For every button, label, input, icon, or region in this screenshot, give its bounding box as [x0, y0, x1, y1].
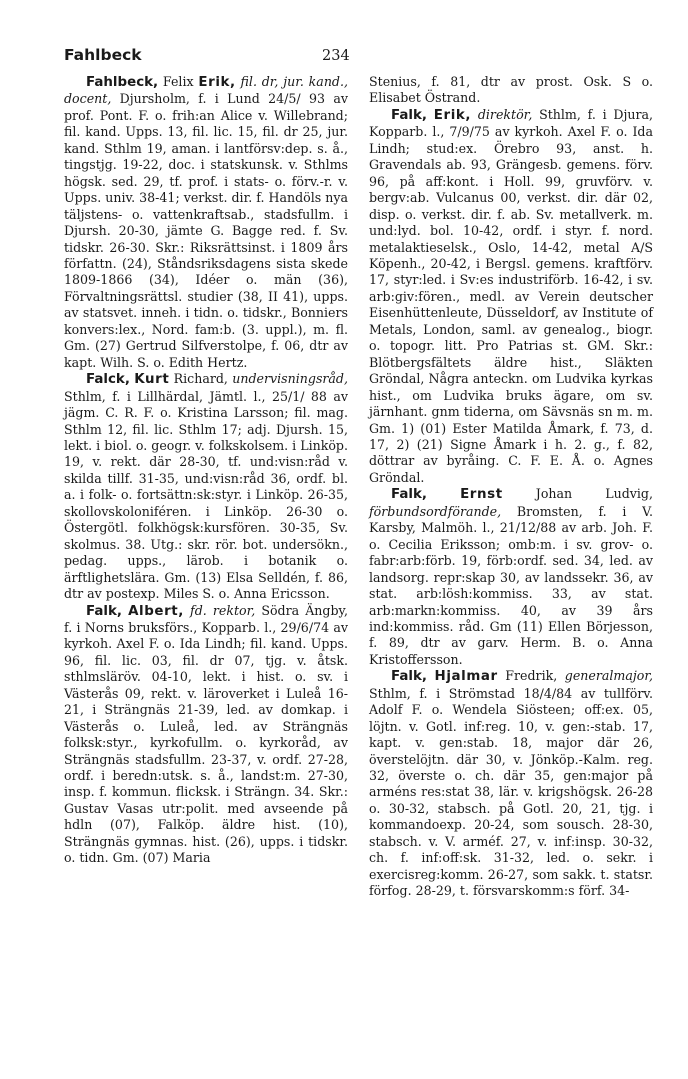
- entry-continuation: [369, 74, 653, 107]
- entry-given: Felix: [158, 74, 199, 89]
- entry-given-bold: Erik,: [433, 107, 472, 123]
- entry-text: Sthlm, f. i Strömstad 18/4/84 av tullförv. Adolf F. o. Wendela Siösteen; off:ex. 05, löjtn. v. Gotl. inf:reg. 10, v. gen:-stab. 17, kapt. v. gen:stab. 18, major där 26, överstelöjtn. där 30, v. Jönköp.-Kalm. reg. 32, överste o. ch. där 35, gen:major på arméns res:stat 38, lär. v. krigshögsk. 26-28 o. 30-32, stabsch. på Gotl. 20, 21, tjg. i kommandoexp. 20-24, som sousch. 28-30, stabsch. v. V. arméf. 27, v. inf:insp. 30-32, ch. f. inf:off:sk. 31-32, led. o. sekr. i exercisreg:komm. 26-27, som sakk. t. statsr. förfog. 28-29, t. försvarskomm:s förf. 34-: [369, 685, 653, 899]
- entry-fahlbeck: [64, 74, 348, 371]
- entry-title: förbundsordförande,: [369, 503, 502, 519]
- entry-given: [427, 107, 434, 122]
- entry-title-prefix: Richard,: [169, 371, 233, 387]
- entry-title: fil. dr, jur. kand., docent,: [64, 74, 348, 107]
- entry-surname: Falck,: [86, 372, 130, 388]
- entry-text: Bromsten, f. i V. Karsby, Malmöh. l., 21/12/88 av arb. Joh. F. o. Cecilia Eriksson; omb:m. i sv. grov- o. fabr:arb:förb. 19, förb:ordf. sed. 34, led. av landsorg. repr:skap 30, av landssekr. 36, av stat. arb:lösh:kommiss. 33, av stat. arb:markn:kommiss. 40, av 39 års ind:kommiss. råd. Gm (11) Ellen Börjesson, f. 89, dtr av garv. Herm. B. o. Anna Kristoffersson.: [369, 503, 653, 667]
- entry-falk-ernst: [369, 486, 653, 668]
- entry-falk-erik: [369, 107, 653, 486]
- entry-surname: Falk,: [391, 107, 427, 123]
- entry-surname: Falk,: [86, 603, 122, 619]
- entry-surname: Falk,: [391, 669, 427, 685]
- entry-text: Sthlm, f. i Djura, Kopparb. l., 7/9/75 av kyrkoh. Axel F. o. Ida Lindh; stud:ex. Örebro 93, anst. h. Gravendals ab. 93, Grängesb. gemens. förv. 96, på aff:kont. i Holl. 99, gruvförv. v. bergv:ab. Vulcanus 00, verkst. dir. där 02, disp. o. verkst. dir. f. ab. Sv. metallverk. m. und:lyd. bol. 10-42, ordf. i styr. f. nord. metalaktieselsk., Oslo, 14-42, metal A/S Köpenh., 20-42, i Bergsl. gemens. kraftförv. 17, styr:led. i Sv:es industriförb. 16-42, i sv. arb:giv:fören., medl. av Verein deutscher Eisenhüttenleute, Düsseldorf, av Institute of Metals, London, saml. av genealog., biogr. o. topogr. litt. Pro Patrias st. GM. Skr.: Blötbergsfältets äldre hist., Släkten Gröndal, Några anteckn. om Ludvika kyrkas hist., om Ludvika bruks ägare, om sv. järnhant. gnm tiderna, om Sävsnäs sn m. m. Gm. 1) (01) Ester Matilda Åmark, f. 73, d. 17, 2) (21) Signe Åmark i h. 2. g., f. 82, döttrar av byråing. C. F. E. Å. o. Agnes Gröndal.: [369, 106, 653, 485]
- left-column: [64, 74, 348, 867]
- page-number: 234: [322, 48, 350, 64]
- entry-surname: Falk,: [391, 487, 427, 503]
- entry-title: direktör,: [471, 106, 533, 122]
- entry-given: [427, 486, 460, 501]
- entry-title-prefix: Johan Ludvig,: [502, 486, 653, 502]
- entry-given-bold: Erik,: [198, 75, 236, 90]
- entry-falck-kurt: [64, 371, 348, 602]
- running-head: Fahlbeck: [64, 46, 142, 64]
- entry-title: undervisningsråd,: [232, 371, 348, 387]
- entry-surname: Fahlbeck,: [86, 75, 159, 90]
- entry-title-prefix: Fredrik,: [497, 668, 565, 684]
- entry-given-bold: Kurt: [134, 372, 170, 388]
- entry-title: fd. rektor,: [183, 602, 256, 618]
- entry-falk-albert: [64, 603, 348, 867]
- entry-given: [427, 668, 435, 683]
- entry-given-bold: Albert,: [128, 603, 184, 619]
- entry-given-bold: Ernst: [460, 487, 503, 503]
- entry-title: generalmajor,: [564, 668, 653, 684]
- right-column: [369, 74, 653, 900]
- entry-text: Södra Ängby, f. i Norns bruksförs., Kopparb. l., 29/6/74 av kyrkoh. Axel F. o. Ida Lindh; fil. kand. Upps. 96, fil. lic. 03, fil. dr 07, tjg. v. åtsk. sthlmsläröv. 04-10, lekt. i hist. o. sv. i Västerås 09, rekt. v. läroverket i Luleå 16-21, i Strängnäs 21-39, led. av domkap. i Västerås o. Luleå, led. av Strängnäs folksk:styr., kyrkofullm. o. kyrkoråd, av Strängnäs stadsfullm. 23-37, v. ordf. 27-28, ordf. i beredn:utsk. s. å., landst:m. 27-30, insp. f. kommun. flicksk. i Strängn. 34. Skr.: Gustav Vasas utr:polit. med avseende på hdln (07), Falköp. äldre hist. (10), Strängnäs gymnas. hist. (26), upps. i tidskr. o. tidn. Gm. (07) Maria: [64, 602, 348, 866]
- entry-given-bold: Hjalmar: [434, 669, 498, 685]
- entry-text: Djursholm, f. i Lund 24/5/ 93 av prof. Pont. F. o. frih:an Alice v. Willebrand; fil. kand. Upps. 13, fil. lic. 15, fil. dr 25, jur. kand. Sthlm 19, aman. i lantförsv:dep. s. å., tingstjg. 19-22, doc. i statskunsk. v. Sthlms högsk. sed. 29, tf. prof. i stats- o. förv.-r. v. Upps. univ. 38-41; verkst. dir. f. Handöls nya täljstens- o. vattenkraftsab., stadsfullm. i Djursh. 20-30, jämte G. Bagge red. f. Sv. tidskr. 26-30. Skr.: Riksrättsinst. i 1809 års författn. (24), Ståndsriksdagens sista skede 1809-1866 (34), Idéer o. män (36), Förvaltningsrättsl. studier (38, II 41), upps. av statsvet. inneh. i tidn. o. tidskr., Bonniers konvers:lex., Nord. fam:b. (3. uppl.), m. fl. Gm. (27) Gertrud Silfverstolpe, f. 06, dtr av kapt. Wilh. S. o. Edith Hertz.: [64, 91, 348, 370]
- entry-falk-hjalmar: [369, 668, 653, 899]
- continuation-text: Stenius, f. 81, dtr av prost. Osk. S o. Elisabet Östrand.: [369, 74, 653, 106]
- entry-text: Sthlm, f. i Lillhärdal, Jämtl. l., 25/1/ 88 av jägm. C. R. F. o. Kristina Larsson; fil. mag. Sthlm 12, fil. lic. Sthlm 17; adj. Djursh. 15, lekt. i biol. o. geogr. v. folkskolsem. i Linköp. 19, v. rekt. där 28-30, tf. und:visn:råd v. skilda tillf. 31-35, und:visn:råd 36, ordf. bl. a. i folk- o. fortsättn:sk:styr. i Linköp. 26-35, skollovskoloniféren. i Linköp. 26-30 o. Östergötl. folkhögsk:kursfören. 30-35, Sv. skolmus. 38. Utg.: skr. rör. bot. undersökn., pedag. upps., lärob. i botanik o. ärftlighetslära. Gm. (13) Elsa Selldén, f. 86, dtr av postexp. Miles S. o. Anna Ericsson.: [64, 388, 348, 602]
